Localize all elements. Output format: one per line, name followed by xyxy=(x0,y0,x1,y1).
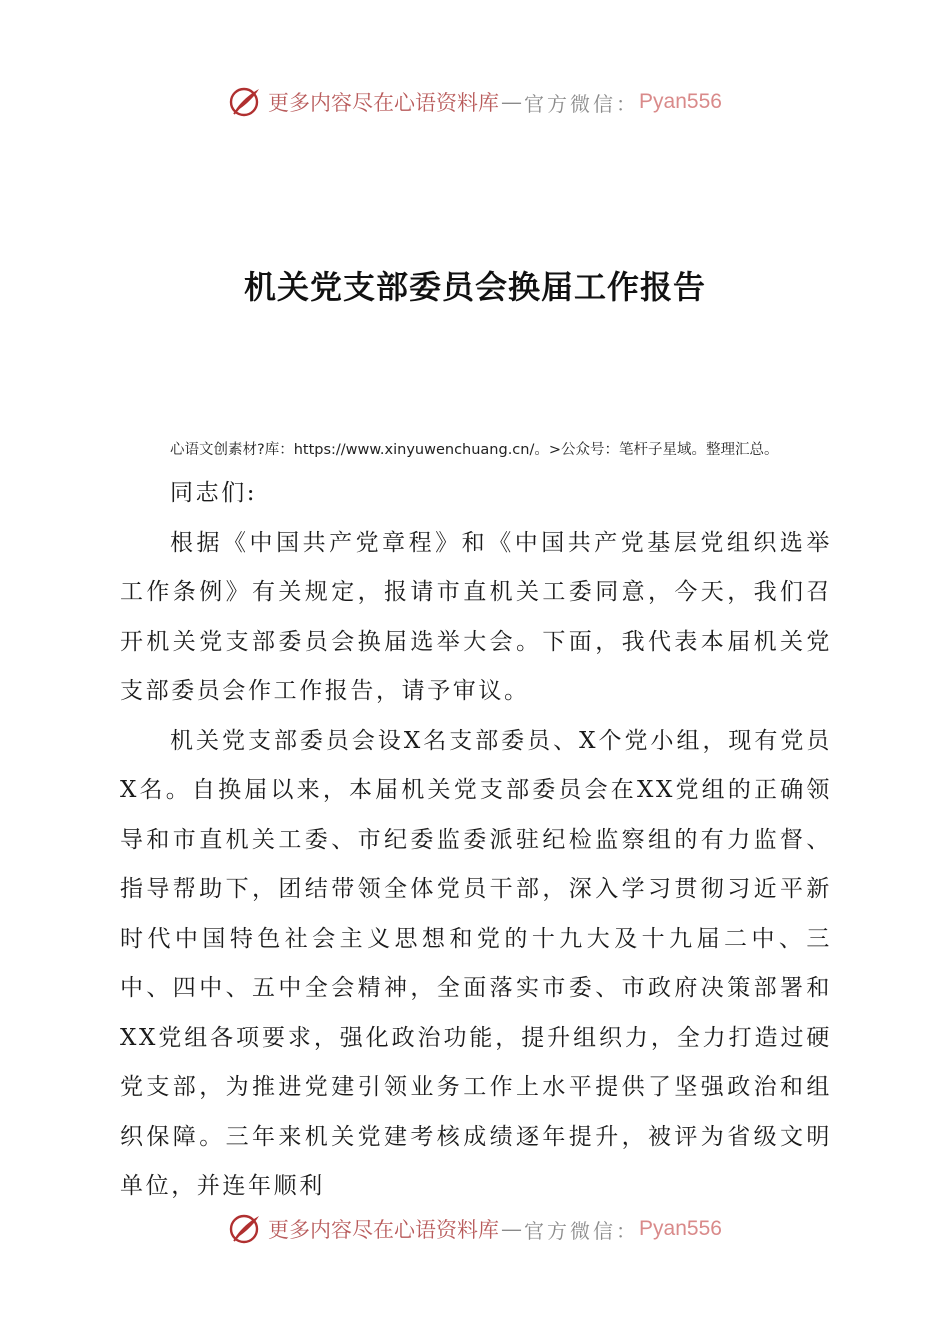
watermark-site-text: 更多内容尽在心语资料库 xyxy=(268,1218,500,1242)
watermark-separator: — xyxy=(501,1217,523,1241)
source-line: 心语文创素材?库：https://www.xinyuwenchuang.cn/。>公众号：笔杆子星域。整理汇总。 xyxy=(170,442,779,458)
watermark-wechat-id: Pyan556 xyxy=(639,90,722,113)
footer-watermark xyxy=(0,1209,950,1249)
quill-logo-icon xyxy=(228,85,262,119)
watermark-label: 官方微信： xyxy=(524,1218,640,1243)
paragraph-1: 根据《中国共产党章程》和《中国共产党基层党组织选举工作条例》有关规定，报请市直机关工委同意，今天，我们召开机关党支部委员会换届选举大会。下面，我代表本届机关党支部委员会作工作报告，请予审议。 xyxy=(120,529,832,704)
header-watermark xyxy=(0,82,950,122)
greeting: 同志们: xyxy=(170,480,258,506)
quill-logo-icon xyxy=(228,1212,262,1246)
document-title: 机关党支部委员会换届工作报告 xyxy=(243,268,706,306)
watermark-wechat-id: Pyan556 xyxy=(639,1217,722,1240)
watermark-separator: — xyxy=(501,90,523,114)
document-body xyxy=(120,469,832,1212)
watermark-site-text: 更多内容尽在心语资料库 xyxy=(268,91,500,115)
paragraph-2: 机关党支部委员会设X名支部委员、X个党小组，现有党员X名。自换届以来，本届机关党支部委员会在XX党组的正确领导和市直机关工委、市纪委监委派驻纪检监察组的有力监督、指导帮助下，团结带领全体党员干部，深入学习贯彻习近平新时代中国特色社会主义思想和党的十九大及十九届二中、三中、四中、五中全会精神，全面落实市委、市政府决策部署和XX党组各项要求，强化政治功能，提升组织力，全力打造过硬党支部，为推进党建引领业务工作上水平提供了坚强政治和组织保障。三年来机关党建考核成绩逐年提升，被评为省级文明单位，并连年顺利 xyxy=(120,727,832,1199)
watermark-label: 官方微信： xyxy=(524,91,640,116)
